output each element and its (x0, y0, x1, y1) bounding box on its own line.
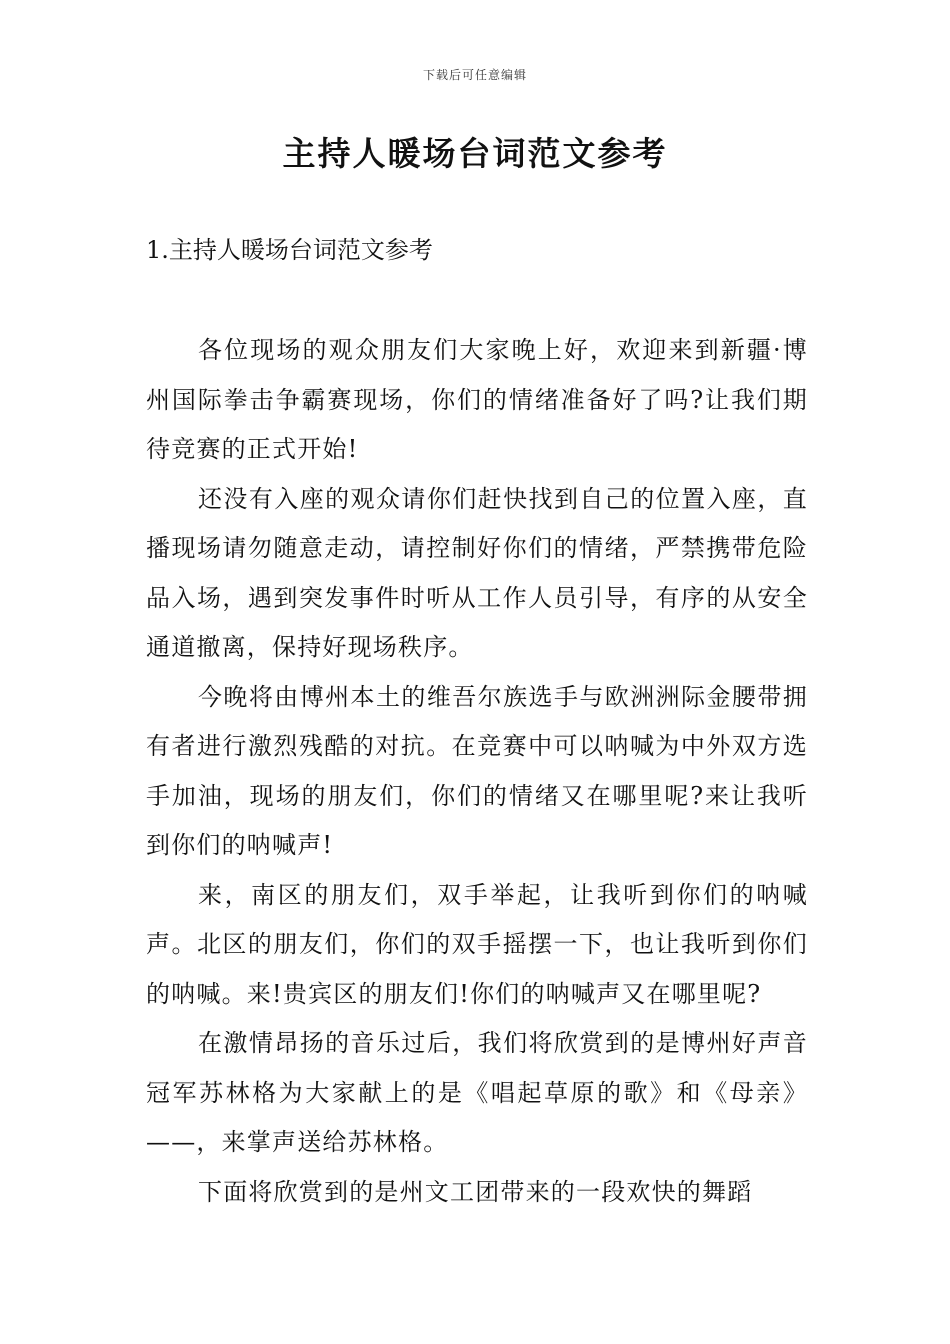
paragraph-welcome: 各位现场的观众朋友们大家晚上好，欢迎来到新疆·博州国际拳击争霸赛现场，你们的情绪准备好了吗?让我们期待竞赛的正式开始! (146, 336, 808, 463)
paragraph-music: 在激情昂扬的音乐过后，我们将欣赏到的是博州好声音冠军苏林格为大家献上的是《唱起草原的歌》和《母亲》——，来掌声送给苏林格。 (146, 1029, 808, 1156)
document-body (146, 326, 808, 1217)
paragraph-cheer: 来，南区的朋友们，双手举起，让我听到你们的呐喊声。北区的朋友们，你们的双手摇摆一下，也让我听到你们的呐喊。来!贵宾区的朋友们!你们的呐喊声又在哪里呢? (146, 880, 808, 1008)
paragraph-match: 今晚将由博州本土的维吾尔族选手与欧洲洲际金腰带拥有者进行激烈残酷的对抗。在竞赛中可以呐喊为中外双方选手加油，现场的朋友们，你们的情绪又在哪里呢?来让我听到你们的呐喊声! (146, 682, 808, 859)
section-heading: 1.主持人暖场台词范文参考 (146, 236, 433, 264)
paragraph-dance: 下面将欣赏到的是州文工团带来的一段欢快的舞蹈 (198, 1177, 753, 1206)
document-title: 主持人暖场台词范文参考 (282, 134, 668, 173)
page-header-note: 下载后可任意编辑 (422, 68, 527, 82)
paragraph-seating: 还没有入座的观众请你们赶快找到自己的位置入座，直播现场请勿随意走动，请控制好你们的情绪，严禁携带危险品入场，遇到突发事件时听从工作人员引导，有序的从安全通道撤离，保持好现场秩序。 (146, 484, 808, 661)
